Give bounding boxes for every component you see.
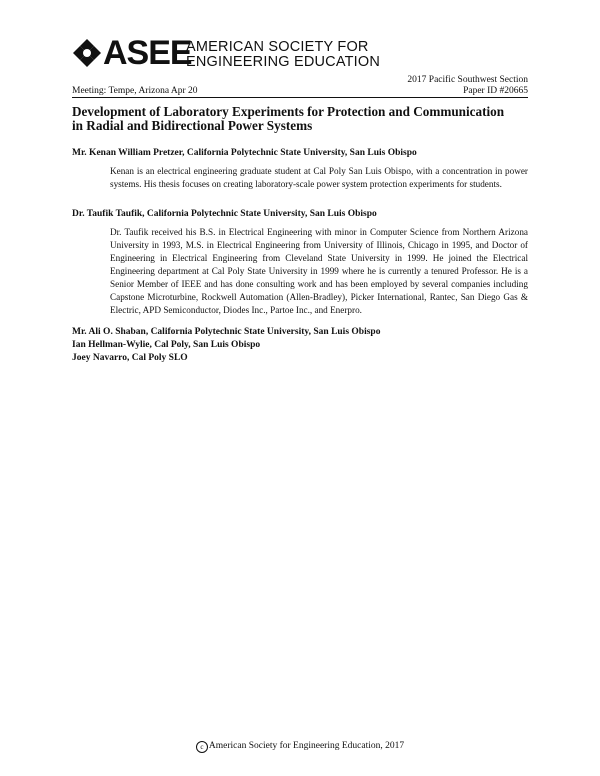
paper-title-line-2: in Radial and Bidirectional Power Systems (72, 118, 313, 133)
author-name: Mr. Ali O. Shaban, California Polytechnic State University, San Luis Obispo (72, 327, 381, 337)
copyright-text: American Society for Engineering Education, 2017 (208, 741, 405, 751)
paper-title (72, 105, 528, 133)
author-name: Joey Navarro, Cal Poly SLO (72, 353, 188, 363)
author-bio: Kenan is an electrical engineering graduate student at Cal Poly San Luis Obispo, with a concentration in power systems. His thesis focuses on creating laboratory-scale power system protection experiments for students. (110, 166, 528, 189)
author-name: Ian Hellman-Wylie, Cal Poly, San Luis Obispo (72, 340, 261, 350)
section-name: 2017 Pacific Southwest Section (407, 75, 528, 85)
asee-logo (72, 34, 381, 76)
org-name-line-1: AMERICAN SOCIETY FOR (186, 39, 369, 55)
author-name: Dr. Taufik Taufik, California Polytechnic State University, San Luis Obispo (72, 209, 377, 219)
copyright-footer (0, 741, 600, 753)
org-name-line-2: ENGINEERING EDUCATION (186, 54, 381, 70)
meeting-info-row (72, 86, 528, 98)
asee-emblem-icon (72, 38, 102, 68)
copyright-icon: c (196, 741, 208, 753)
author-name: Mr. Kenan William Pretzer, California Polytechnic State University, San Luis Obispo (72, 148, 417, 158)
paper-id: Paper ID #20665 (463, 86, 528, 96)
meeting-location: Meeting: Tempe, Arizona Apr 20 (72, 86, 198, 96)
organization-name (186, 40, 380, 70)
paper-title-line-1: Development of Laboratory Experiments for Protection and Communication (72, 104, 505, 119)
author-bio: Dr. Taufik received his B.S. in Electrical Engineering with minor in Computer Science from Northern Arizona University in 1993, M.S. in Electrical Engineering from University of Illinois, Chicago in 1995, and Doctor of Engineering in Electrical Engineering from Cleveland State University in 1999. He joined the Electrical Engineering department at Cal Poly State University in 1999 where he is currently a tenured Professor. He is a Senior Member of IEEE and has done consulting work and has been employed by several companies including Capstone Microturbine, Rockwell Automation (Allen-Bradley), Picker International, Rantec, San Diego Gas & Electric, APD Semiconductor, Diodes Inc., Partoe Inc., and Enerpro. (110, 227, 528, 315)
logo-wordmark: ASEE (103, 34, 192, 72)
